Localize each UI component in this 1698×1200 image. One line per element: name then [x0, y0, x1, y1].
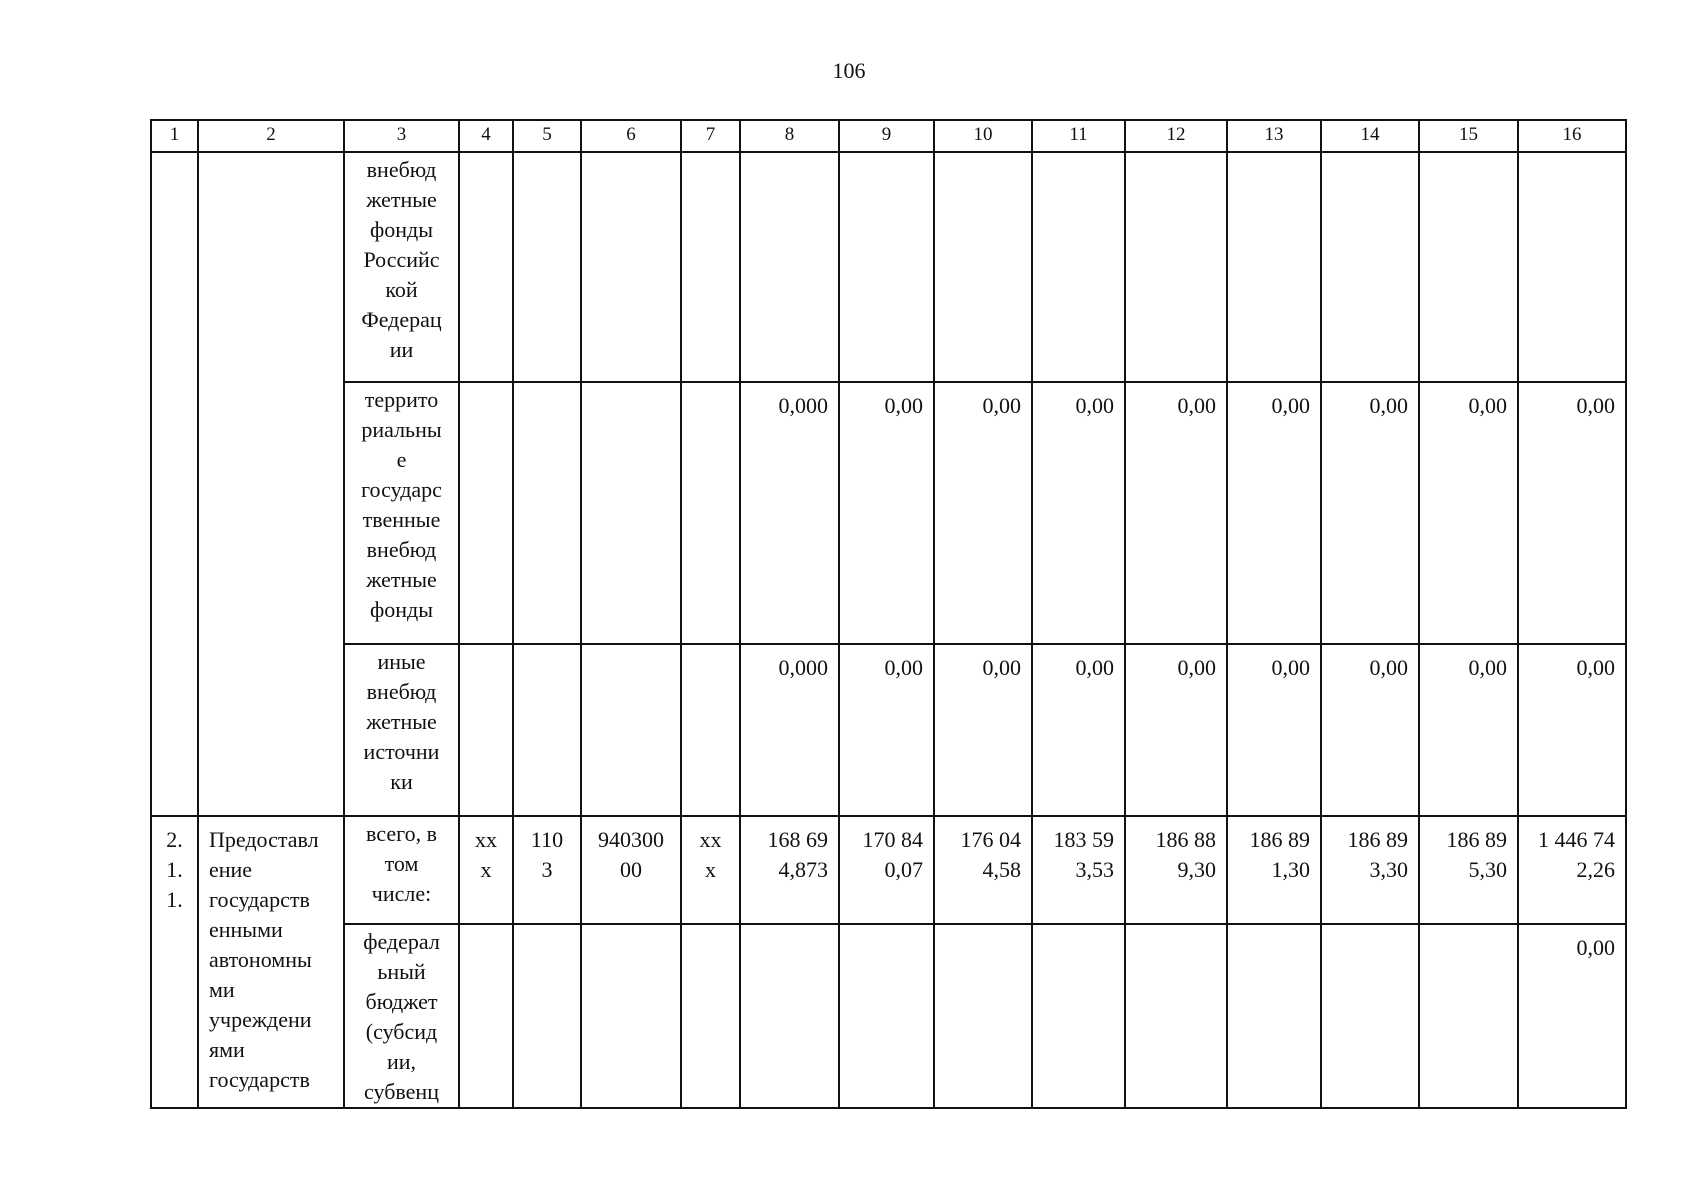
value-cell: 0,00: [934, 644, 1032, 816]
table-cell: 110 3: [513, 816, 581, 924]
header-cell: 1: [151, 120, 198, 152]
value-cell: 0,00: [1125, 382, 1227, 644]
source-cell: федерал ьный бюджет (субсид ии, субвенц: [344, 924, 459, 1108]
table-cell: [1032, 924, 1125, 1108]
table-cell: [681, 924, 740, 1108]
table-cell: [839, 152, 934, 382]
value-cell: 183 59 3,53: [1032, 816, 1125, 924]
value-cell: 186 89 1,30: [1227, 816, 1321, 924]
header-cell: 6: [581, 120, 681, 152]
value-cell: 0,00: [1125, 644, 1227, 816]
header-cell: 10: [934, 120, 1032, 152]
table-cell: [581, 382, 681, 644]
row-name-cell: Предоставл ение государств енными автономны ми учреждени ями государств: [198, 816, 344, 1108]
header-cell: 9: [839, 120, 934, 152]
header-cell: 8: [740, 120, 839, 152]
value-cell: 0,00: [934, 382, 1032, 644]
table-cell: [459, 924, 513, 1108]
table-cell: [740, 152, 839, 382]
value-cell: 168 69 4,873: [740, 816, 839, 924]
row-name-cell: [198, 152, 344, 816]
table-row: [151, 924, 1626, 1108]
budget-table: [150, 119, 1627, 1109]
header-cell: 7: [681, 120, 740, 152]
value-cell: 0,00: [1518, 924, 1626, 1108]
value-cell: 0,000: [740, 644, 839, 816]
value-cell: 0,00: [839, 382, 934, 644]
value-cell: 1 446 74 2,26: [1518, 816, 1626, 924]
header-cell: 16: [1518, 120, 1626, 152]
value-cell: 0,00: [1419, 644, 1518, 816]
table-cell: хх х: [459, 816, 513, 924]
value-cell: 0,00: [1518, 382, 1626, 644]
value-cell: 0,000: [740, 382, 839, 644]
row-number-cell: 2. 1. 1.: [151, 816, 198, 1108]
table-cell: [581, 644, 681, 816]
table-row: [151, 152, 1626, 382]
header-cell: 15: [1419, 120, 1518, 152]
table-cell: [1125, 152, 1227, 382]
value-cell: 0,00: [1321, 644, 1419, 816]
header-row: [151, 120, 1626, 152]
table-cell: [1321, 924, 1419, 1108]
table-cell: [740, 924, 839, 1108]
header-cell: 4: [459, 120, 513, 152]
table-cell: [1032, 152, 1125, 382]
table-cell: [681, 382, 740, 644]
source-cell: внебюд жетные фонды Российс кой Федерац ии: [344, 152, 459, 382]
header-cell: 11: [1032, 120, 1125, 152]
table-cell: [459, 382, 513, 644]
value-cell: 0,00: [1032, 382, 1125, 644]
page-number: 106: [832, 58, 866, 83]
header-cell: 13: [1227, 120, 1321, 152]
header-cell: 2: [198, 120, 344, 152]
value-cell: 186 89 5,30: [1419, 816, 1518, 924]
value-cell: 186 88 9,30: [1125, 816, 1227, 924]
table-cell: [459, 644, 513, 816]
value-cell: 176 04 4,58: [934, 816, 1032, 924]
table-cell: [681, 152, 740, 382]
header-cell: 12: [1125, 120, 1227, 152]
header-cell: 3: [344, 120, 459, 152]
table-cell: [1125, 924, 1227, 1108]
table-cell: [459, 152, 513, 382]
table-cell: [839, 924, 934, 1108]
table-cell: [934, 152, 1032, 382]
table-cell: 940300 00: [581, 816, 681, 924]
value-cell: 0,00: [839, 644, 934, 816]
value-cell: 186 89 3,30: [1321, 816, 1419, 924]
value-cell: 0,00: [1227, 644, 1321, 816]
table-cell: [1321, 152, 1419, 382]
header-cell: 5: [513, 120, 581, 152]
table-cell: [934, 924, 1032, 1108]
value-cell: 0,00: [1419, 382, 1518, 644]
table-cell: [1518, 152, 1626, 382]
table-cell: [513, 152, 581, 382]
source-cell: иные внебюд жетные источни ки: [344, 644, 459, 816]
table-cell: [581, 152, 681, 382]
value-cell: 0,00: [1518, 644, 1626, 816]
table-cell: [1227, 152, 1321, 382]
value-cell: 0,00: [1032, 644, 1125, 816]
table-cell: [513, 924, 581, 1108]
table-cell: [1419, 924, 1518, 1108]
table-cell: [1419, 152, 1518, 382]
table-cell: [513, 644, 581, 816]
source-cell: всего, в том числе:: [344, 816, 459, 924]
row-number-cell: [151, 152, 198, 816]
table-row: [151, 816, 1626, 924]
table-cell: [681, 644, 740, 816]
source-cell: террито риальны е государс твенные внебюд жетные фонды: [344, 382, 459, 644]
value-cell: 170 84 0,07: [839, 816, 934, 924]
table-row: [151, 644, 1626, 816]
value-cell: 0,00: [1321, 382, 1419, 644]
table-row: [151, 382, 1626, 644]
value-cell: 0,00: [1227, 382, 1321, 644]
header-cell: 14: [1321, 120, 1419, 152]
table-cell: [1227, 924, 1321, 1108]
table-cell: [581, 924, 681, 1108]
table-cell: [513, 382, 581, 644]
table-cell: хх х: [681, 816, 740, 924]
